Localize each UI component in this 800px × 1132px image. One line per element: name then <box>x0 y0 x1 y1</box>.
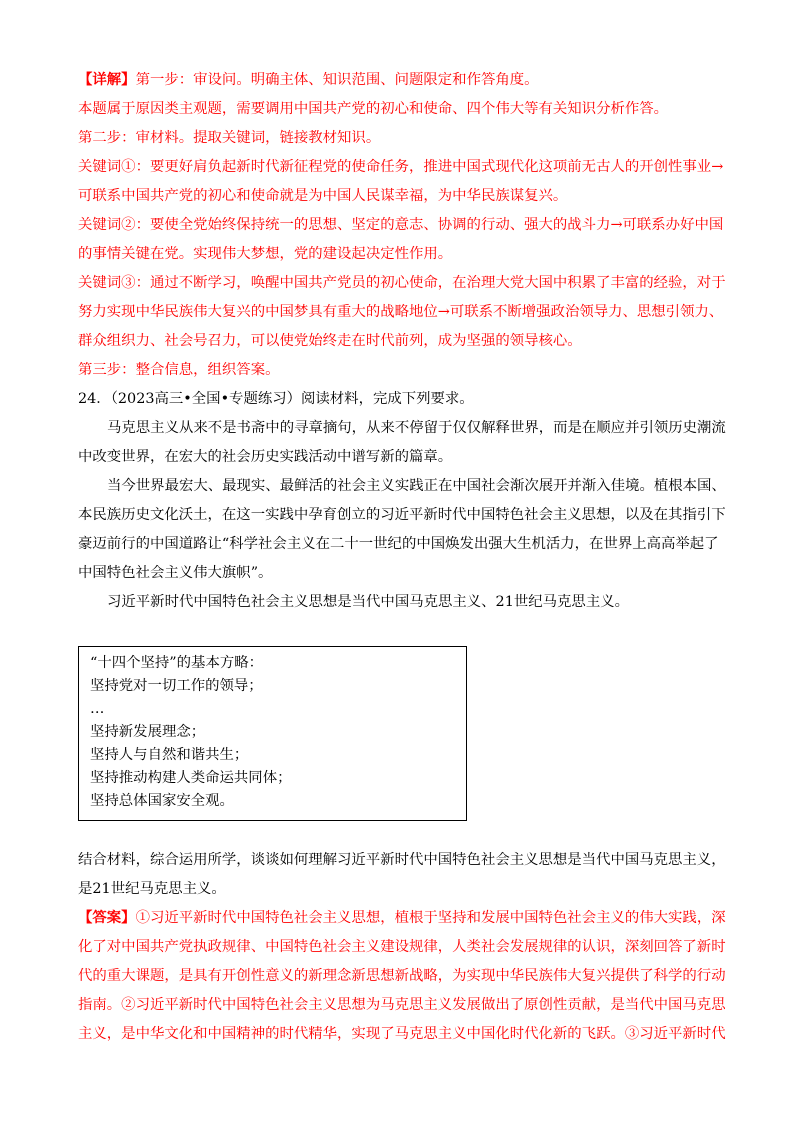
answer-line3: 代的重大课题，是具有开创性意义的新理念新思想新战略，为实现中华民族伟大复兴提供了科学的行动 <box>78 968 726 984</box>
box-line-ellipsis: … <box>90 701 105 717</box>
after-box-section <box>78 850 726 1044</box>
analysis-step1-text: 第一步：审设问。明确主体、知识范围、问题限定和作答角度。 <box>135 72 539 88</box>
analysis-step2: 第二步：审材料。提取关键词，链接教材知识。 <box>78 130 381 146</box>
question-para2-line3: 豪迈前行的中国道路让“科学社会主义在二十一世纪的中国焕发出强大生机活力，在世界上高高举起了 <box>78 536 719 552</box>
answer-tag: 【答案】 <box>78 909 136 926</box>
question-para1-line2: 中改变世界，在宏大的社会历史实践活动中谱写新的篇章。 <box>78 449 453 465</box>
answer-line1-text: ①习近平新时代中国特色社会主义思想，植根于坚持和发展中国特色社会主义的伟大实践，深 <box>135 910 726 926</box>
strategy-box <box>78 646 467 821</box>
analysis-keyword3-line2: 努力实现中华民族伟大复兴的中国梦具有重大的战略地位→可联系不断增强政治领导力、思想引领力、 <box>78 304 724 320</box>
analysis-step3: 第三步：整合信息，组织答案。 <box>78 362 280 378</box>
question-para2-line4: 中国特色社会主义伟大旗帜”。 <box>78 565 273 581</box>
analysis-keyword1-line2: 可联系中国共产党的初心和使命就是为中国人民谋幸福，为中华民族谋复兴。 <box>78 188 568 204</box>
analysis-tag: 【详解】 <box>78 71 136 88</box>
analysis-step1 <box>78 70 723 90</box>
box-line: 坚持新发展理念； <box>90 724 206 740</box>
question-para1-line1: 马克思主义从来不是书斋中的寻章摘句，从来不停留于仅仅解释世界，而是在顺应并引领历史潮流 <box>107 420 726 436</box>
analysis-line2: 本题属于原因类主观题，需要调用中国共产党的初心和使命、四个伟大等有关知识分析作答。 <box>78 101 669 117</box>
analysis-keyword1-line1: 关键词①：要更好肩负起新时代新征程党的使命任务，推进中国式现代化这项前无古人的开创性事业→ <box>78 159 724 175</box>
box-line: 坚持推动构建人类命运共同体； <box>90 770 292 786</box>
answer-line2: 化了对中国共产党执政规律、中国特色社会主义建设规律，人类社会发展规律的认识，深刻回答了新时 <box>78 939 726 955</box>
box-line: 坚持总体国家安全观。 <box>90 793 234 809</box>
box-line: 坚持人与自然和谐共生； <box>90 747 249 763</box>
question-para2-line1: 当今世界最宏大、最现实、最鲜活的社会主义实践正在中国社会渐次展开并渐入佳境。植根本国、 <box>107 478 726 494</box>
box-line-title: “十四个坚持”的基本方略： <box>90 655 264 671</box>
analysis-keyword3-line1: 关键词③：通过不断学习，唤醒中国共产党员的初心使命，在治理大党大国中积累了丰富的经验，对于 <box>78 275 726 291</box>
answer-line4: 指南。②习近平新时代中国特色社会主义思想为马克思主义发展做出了原创性贡献，是当代中国马克思 <box>78 997 726 1013</box>
document-page <box>78 70 726 1042</box>
analysis-keyword2-line1: 关键词②：要使全党始终保持统一的思想、坚定的意志、协调的行动、强大的战斗力→可联系办好中国 <box>78 217 724 233</box>
question-header: 24．（2023高三•全国•专题练习）阅读材料，完成下列要求。 <box>78 391 474 407</box>
question-para3: 习近平新时代中国特色社会主义思想是当代中国马克思主义、21世纪马克思主义。 <box>107 594 629 610</box>
analysis-keyword2-line2: 的事情关键在党。实现伟大梦想，党的建设起决定性作用。 <box>78 246 453 262</box>
answer-line5: 主义，是中华文化和中国精神的时代精华，实现了马克思主义中国化时代化新的飞跃。③习近平新时代 <box>78 1026 726 1042</box>
analysis-keyword3-line3: 群众组织力、社会号召力，可以使党始终走在时代前列，成为坚强的领导核心。 <box>78 333 582 349</box>
question-ask-line2: 是21世纪马克思主义。 <box>78 881 226 897</box>
question-para2-line2: 本民族历史文化沃土，在这一实践中孕育创立的习近平新时代中国特色社会主义思想，以及在其指引下 <box>78 507 726 523</box>
answer-line1 <box>78 908 726 928</box>
box-line: 坚持党对一切工作的领导； <box>90 678 263 694</box>
question-ask-line1: 结合材料，综合运用所学，谈谈如何理解习近平新时代中国特色社会主义思想是当代中国马克思主义， <box>78 852 726 868</box>
